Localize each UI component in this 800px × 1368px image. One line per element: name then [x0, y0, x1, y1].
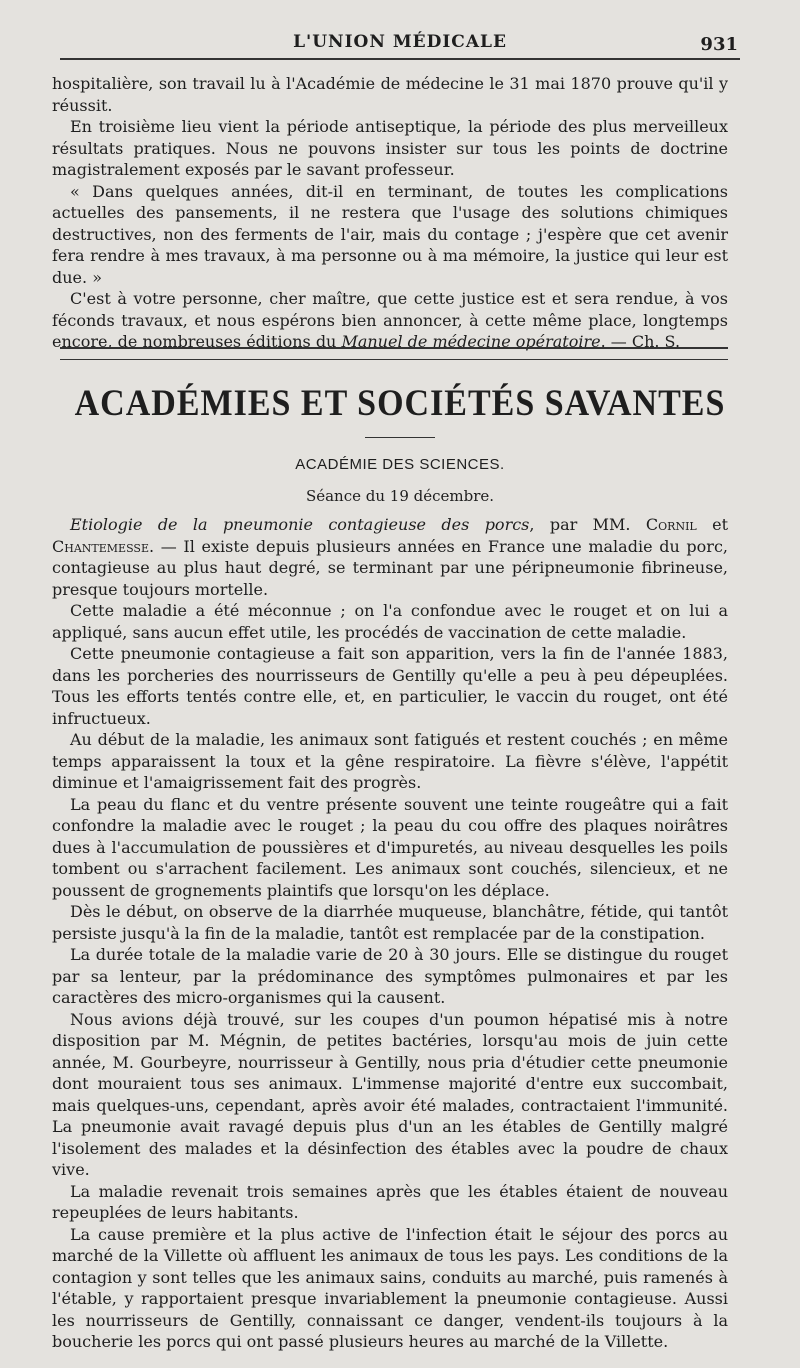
- section-heading: ACADÉMIES ET SOCIÉTÉS SAVANTES: [74, 383, 726, 424]
- paragraph: Cette maladie a été méconnue ; on l'a confondue avec le rouget et on lui a appliqué, sans aucun effet utile, les procédés de vaccination de cette maladie.: [52, 601, 728, 642]
- paragraph: hospitalière, son travail lu à l'Académie de médecine le 31 mai 1870 prouve qu'il y réussit.: [52, 74, 728, 115]
- paragraph: Nous avions déjà trouvé, sur les coupes d'un poumon hépatisé mis à notre disposition par M. Mégnin, de petites bactéries, lorsqu'au mois de juin cette année, M. Gourbeyre, nourrisseur à Gentilly, nous pria d'étudier cette pneumonie dont mouraient tous ses animaux. L'immense majorité d'entre eux succombait, mais quelques-uns, cependant, après avoir été malades, contractaient l'immunité. La pneumonie avait ravagé depuis plus d'un an les étables de Gentilly malgré l'isolement des malades et la désinfection des étables avec la poudre de chaux vive.: [52, 1009, 728, 1179]
- paragraph: [52, 288, 728, 353]
- running-title: L'UNION MÉDICALE: [293, 32, 507, 52]
- header-rule: [60, 58, 740, 60]
- author-name: Chantemesse: [52, 536, 149, 556]
- text-run: , par MM.: [529, 515, 646, 534]
- paragraph: [52, 514, 728, 600]
- paragraph: Dès le début, on observe de la diarrhée muqueuse, blanchâtre, fétide, qui tantôt persiste jusqu'à la fin de la maladie, tantôt est remplacée par de la constipation.: [52, 902, 728, 943]
- page-number: 931: [700, 34, 738, 55]
- paragraph: La peau du flanc et du ventre présente souvent une teinte rougeâtre qui a fait confondre la maladie avec le rouget ; la peau du cou offre des plaques noirâtres dues à l'accumulation de poussières et d'impuretés, au niveau desquelles les poils tombent ou s'arrachent facilement. Les animaux sont couchés, silencieux, et ne poussent de grognements plaintifs que lorsqu'on les déplace.: [52, 794, 728, 900]
- subheading: ACADÉMIE DES SCIENCES.: [295, 456, 505, 473]
- heading-rule: [365, 437, 435, 438]
- text-run: C'est à votre personne, cher maître, que cette justice est et sera rendue, à vos féconds travaux, et nous espérons bien annoncer, à cette même place, longtemps encore, de nombreuses éditions du: [52, 289, 728, 351]
- paragraph: La maladie revenait trois semaines après que les étables étaient de nouveau repeuplées de leurs habitants.: [52, 1181, 728, 1222]
- paragraph: La durée totale de la maladie varie de 20 à 30 jours. Elle se distingue du rouget par sa lenteur, par la prédominance des symptômes pulmonaires et par les caractères des micro-organismes qui la causent.: [52, 945, 728, 1007]
- quote-paragraph: « Dans quelques années, dit-il en terminant, de toutes les complications actuelles des pansements, il ne restera que l'usage des solutions chimiques destructives, non des ferments de l'air, mais du contage ; j'espère que cet avenir fera rendre à mes travaux, à ma personne ou à ma mémoire, la justice qui leur est due. »: [52, 181, 728, 287]
- paragraph: Au début de la maladie, les animaux sont fatigués et restent couchés ; en même temps apparaissent la toux et la gêne respiratoire. La fièvre s'élève, l'appétit diminue et l'amaigrissement fait des progrès.: [52, 730, 728, 792]
- intro-text: [52, 73, 728, 353]
- session-date: Séance du 19 décembre.: [305, 487, 495, 505]
- text-run: et: [696, 515, 729, 534]
- paragraph: En troisième lieu vient la période antiseptique, la période des plus merveilleux résultats pratiques. Nous ne pouvons insister sur tous les points de doctrine magistralement exposés par le savant professeur.: [52, 117, 728, 179]
- author-name: Cornil: [645, 515, 697, 534]
- section-divider: [60, 347, 728, 360]
- paragraph: La cause première et la plus active de l'infection était le séjour des porcs au marché de la Villette où affluent les animaux de tous les pays. Les conditions de la contagion y sont telles que les animaux sains, conduits au marché, puis ramenés à l'étable, y rapportaient presque invariablement la pneumonie contagieuse. Aussi les nourrisseurs de Gentilly, connaissant ce danger, vendent-ils toujours à la boucherie les porcs qui ont passé plusieurs heures au marché de la Villette.: [52, 1224, 728, 1351]
- paragraph: Cette pneumonie contagieuse a fait son apparition, vers la fin de l'année 1883, dans les porcheries des nourrisseurs de Gentilly qu'elle a peu à peu dépeuplées. Tous les efforts tentés contre elle, et, en particulier, le vaccin du rouget, ont été infructueux.: [52, 644, 728, 728]
- article-title: Etiologie de la pneumonie contagieuse des porcs: [70, 515, 530, 534]
- page-header: [60, 30, 740, 64]
- article-body: [52, 514, 728, 1353]
- signature: . — Ch. S.: [600, 332, 681, 351]
- book-title: Manuel de médecine opératoire: [341, 332, 601, 351]
- text-run: . — Il existe depuis plusieurs années en France une maladie du porc, contagieuse au plus haut degré, se terminant par une péripneumonie fibrineuse, presque toujours mortelle.: [52, 536, 728, 599]
